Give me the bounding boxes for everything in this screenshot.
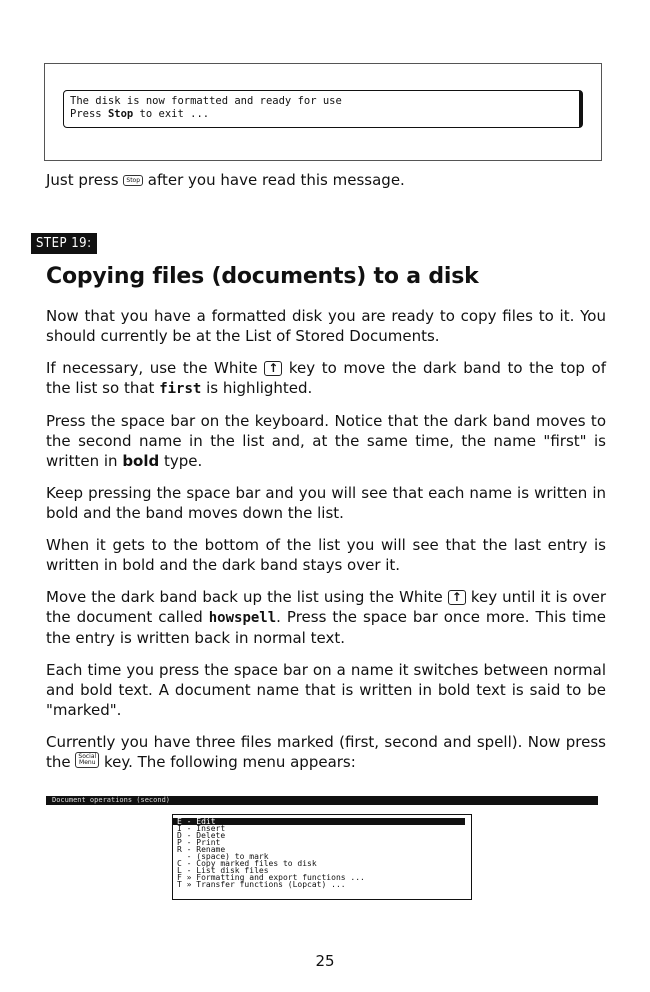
code-howspell: howspell <box>208 610 277 626</box>
just-press-instruction: Just press Stop after you have read this message. <box>46 171 405 189</box>
screen-capture-frame <box>44 63 602 161</box>
menu-item-insert[interactable]: I - Insert <box>177 824 226 833</box>
stop-key-icon: Stop <box>123 175 143 186</box>
menu-item-copy[interactable]: C - Copy marked files to disk <box>177 859 317 868</box>
paragraph-4: Keep pressing the space bar and you will see that each name is written in bold and the band moves down the list. <box>46 484 606 522</box>
menu-item-list[interactable]: L - List disk files <box>177 866 269 875</box>
menu-item-rename[interactable]: R - Rename <box>177 845 226 854</box>
paragraph-1: Now that you have a formatted disk you are ready to copy files to it. You should currently be at the List of Stored Documents. <box>46 307 606 345</box>
message-line-2: Press Stop to exit ... <box>70 108 210 120</box>
paragraph-3: Press the space bar on the keyboard. Notice that the dark band moves to the second name in the list and, at the same time, the name "first" is written in bold type. <box>46 412 606 470</box>
menu-item-mark[interactable]: - (space) to mark <box>177 852 269 861</box>
menu-item-transfer[interactable]: T » Transfer functions (Lopcat) ... <box>177 880 346 889</box>
paragraph-6: Move the dark band back up the list using the White ↑ key until it is over the document called howspell. Press the space bar once more. This time the entry is written back in normal text. <box>46 588 606 647</box>
document-operations-menu <box>172 814 472 900</box>
step-badge: STEP 19: <box>31 233 97 254</box>
document-operations-menubar: Document operations (second) <box>46 796 598 805</box>
paragraph-2: If necessary, use the White ↑ key to move the dark band to the top of the list so that first is highlighted. <box>46 359 606 397</box>
page-number: 25 <box>315 952 335 970</box>
up-arrow-key-icon: ↑ <box>264 361 282 376</box>
message-line-1: The disk is now formatted and ready for use <box>70 95 342 107</box>
bold-word: bold <box>122 452 160 470</box>
section-title: Copying files (documents) to a disk <box>46 264 479 289</box>
social-menu-key-icon: Social Menu <box>75 752 99 768</box>
menu-item-print[interactable]: P - Print <box>177 838 221 847</box>
menu-item-formatting[interactable]: F » Formatting and export functions ... <box>177 873 365 882</box>
stop-key-label: Stop <box>107 108 134 120</box>
menu-item-edit[interactable]: E - Edit <box>173 818 465 825</box>
paragraph-5: When it gets to the bottom of the list you will see that the last entry is written in bold and the dark band stays over it. <box>46 536 606 574</box>
paragraph-7: Each time you press the space bar on a name it switches between normal and bold text. A document name that is written in bold text is said to be "marked". <box>46 661 606 719</box>
paragraph-8: Currently you have three files marked (first, second and spell). Now press the Social Menu key. The following menu appears: <box>46 733 606 771</box>
code-first: first <box>159 381 202 397</box>
body-text <box>46 306 606 784</box>
up-arrow-key-icon: ↑ <box>448 590 466 605</box>
format-complete-message <box>63 90 583 128</box>
menu-item-delete[interactable]: D - Delete <box>177 831 226 840</box>
